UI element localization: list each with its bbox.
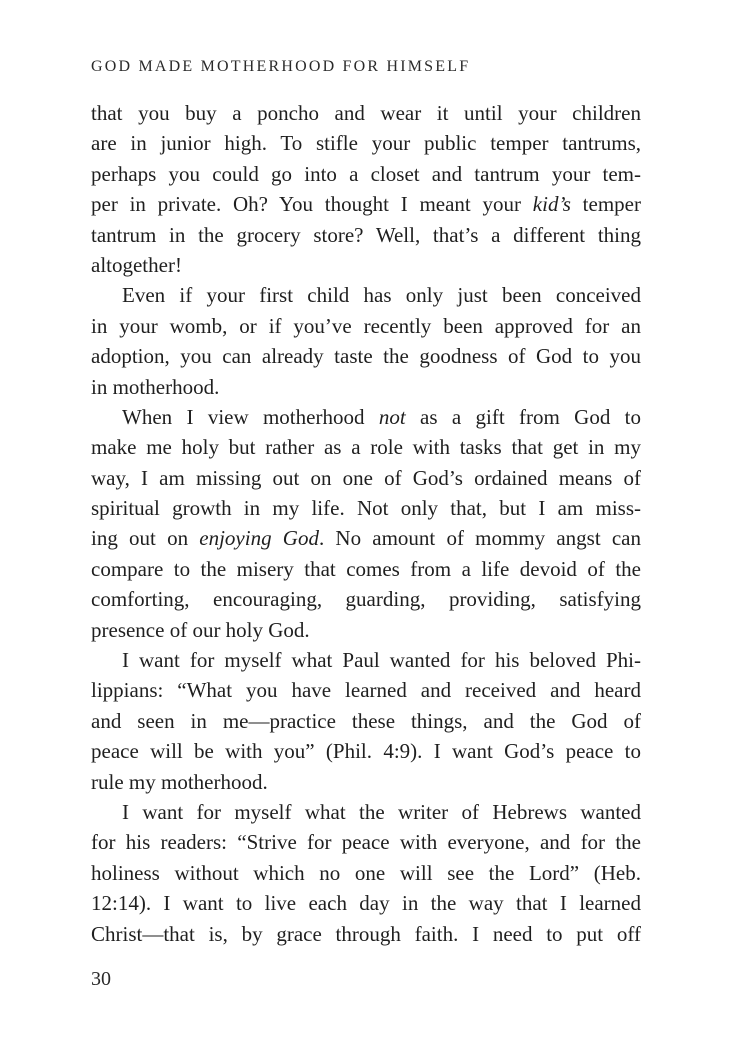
page-number: 30 [91, 968, 111, 990]
text-line [91, 523, 641, 553]
text-line: comforting, encouraging, guarding, providing, satisfying [91, 587, 641, 612]
text-line: way, I am missing out on one of God’s ordained means of [91, 465, 641, 490]
text-line: and seen in me—practice these things, and the God of [91, 708, 641, 733]
emphasis-text: enjoying God [199, 526, 319, 551]
text-line: 12:14). I want to live each day in the way that I learned [91, 891, 641, 916]
text-line: make me holy but rather as a role with tasks that get in my [91, 435, 641, 460]
text-line: rule my motherhood. [91, 769, 268, 794]
text-line: are in junior high. To stifle your public temper tantrums, [91, 131, 641, 156]
text-run: per in private. Oh? You thought I meant your [91, 192, 533, 217]
text-run: When I view motherhood [122, 404, 379, 429]
text-line: I want for myself what the writer of Hebrews wanted [122, 799, 641, 824]
text-line: peace will be with you” (Phil. 4:9). I want God’s peace to [91, 739, 641, 764]
text-line: I want for myself what Paul wanted for his beloved Phi- [122, 648, 641, 673]
text-line: presence of our holy God. [91, 617, 310, 642]
text-run: temper [570, 192, 641, 217]
text-line [91, 402, 641, 432]
text-line: compare to the misery that comes from a life devoid of the [91, 556, 641, 581]
text-line: Christ—that is, by grace through faith. I need to put off [91, 921, 641, 946]
text-line [91, 189, 641, 219]
text-line: lippians: “What you have learned and received and heard [91, 678, 641, 703]
text-run: ing out on [91, 526, 200, 551]
text-line: altogether! [91, 252, 182, 277]
body-text [91, 98, 641, 949]
text-line: adoption, you can already taste the goodness of God to you [91, 344, 641, 369]
text-line: in motherhood. [91, 374, 220, 399]
emphasis-text: not [378, 404, 406, 429]
running-head: GOD MADE MOTHERHOOD FOR HIMSELF [91, 58, 471, 75]
text-line: in your womb, or if you’ve recently been approved for an [91, 313, 641, 338]
text-line: Even if your first child has only just been conceived [122, 283, 641, 308]
text-line: holiness without which no one will see the Lord” (Heb. [91, 860, 641, 885]
text-line: spiritual growth in my life. Not only that, but I am miss- [91, 496, 641, 521]
text-line: that you buy a poncho and wear it until your children [91, 101, 641, 125]
text-line: for his readers: “Strive for peace with everyone, and for the [91, 830, 641, 855]
text-line: perhaps you could go into a closet and tantrum your tem- [91, 161, 641, 186]
text-run: as a gift from God to [405, 404, 641, 429]
text-run: . No amount of mommy angst can [318, 526, 642, 551]
text-line: tantrum in the grocery store? Well, that’s a different thing [91, 222, 641, 247]
emphasis-text: kid’s [532, 192, 571, 217]
